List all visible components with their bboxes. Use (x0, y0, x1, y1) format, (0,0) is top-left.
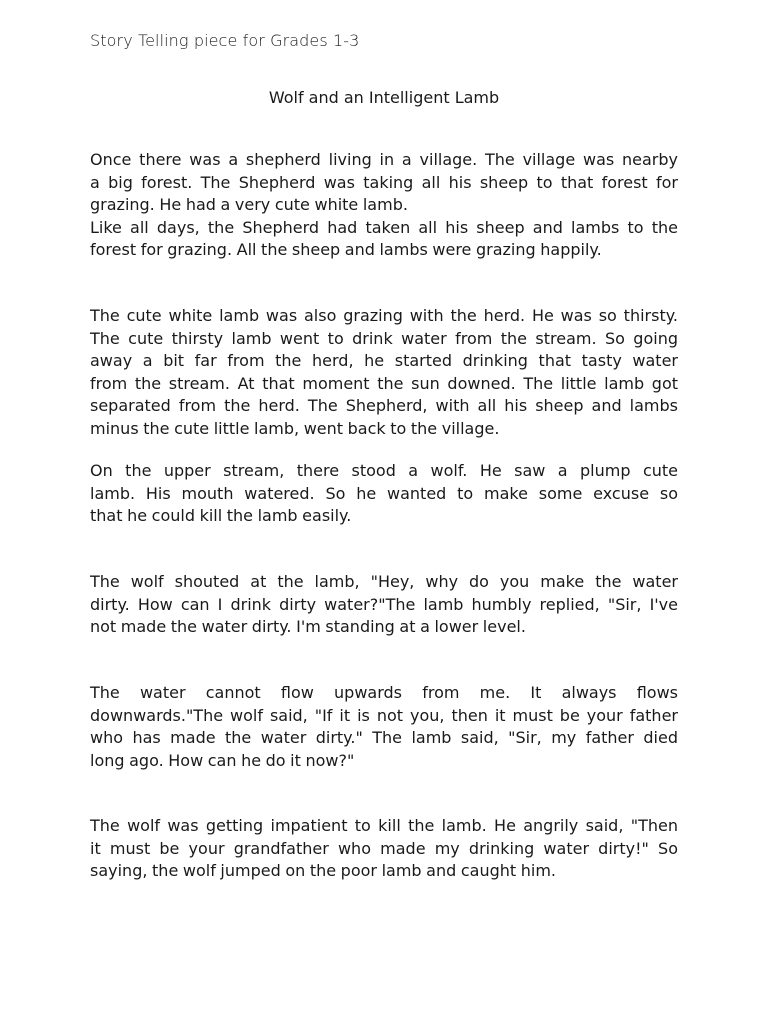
paragraph-6 (90, 815, 678, 883)
text-line: that he could kill the lamb easily. (90, 506, 352, 525)
text-line: On the upper stream, there stood a wolf. He saw a plump cute (90, 461, 678, 480)
text-line: away a bit far from the herd, he started drinking that tasty water (90, 351, 678, 370)
text-line: it must be your grandfather who made my drinking water dirty!" So (90, 838, 678, 858)
text-line: The cute thirsty lamb went to drink water from the stream. So going (90, 328, 678, 348)
paragraph-2 (90, 305, 678, 440)
text-line: The water cannot flow upwards from me. It always flows (90, 683, 678, 702)
paragraph-5 (90, 682, 678, 772)
text-line: minus the cute little lamb, went back to the village. (90, 418, 500, 438)
text-line: dirty. How can I drink dirty water?"The lamb humbly replied, "Sir, I've (90, 594, 678, 614)
paragraph-3 (90, 460, 678, 528)
document-header: Story Telling piece for Grades 1-3 (90, 31, 360, 50)
paragraph-1 (90, 149, 678, 262)
text-line: who has made the water dirty." The lamb said, "Sir, my father died (90, 728, 678, 747)
text-line: Like all days, the Shepherd had taken all his sheep and lambs to the (90, 217, 678, 237)
text-line: The wolf was getting impatient to kill the lamb. He angrily said, "Then (90, 816, 678, 835)
text-line: saying, the wolf jumped on the poor lamb and caught him. (90, 861, 556, 880)
text-line: forest for grazing. All the sheep and lambs were grazing happily. (90, 240, 602, 259)
text-line: a big forest. The Shepherd was taking all his sheep to that forest for (90, 172, 678, 192)
text-line: separated from the herd. The Shepherd, with all his sheep and lambs (90, 396, 678, 415)
text-line: The cute white lamb was also grazing with the herd. He was so thirsty. (90, 306, 678, 325)
text-line: Once there was a shepherd living in a village. The village was nearby (90, 150, 678, 169)
text-line: long ago. How can he do it now?" (90, 750, 355, 770)
text-line: grazing. He had a very cute white lamb. (90, 195, 408, 214)
paragraph-4 (90, 571, 678, 639)
text-line: lamb. His mouth watered. So he wanted to make some excuse so (90, 483, 678, 503)
text-line: from the stream. At that moment the sun downed. The little lamb got (90, 373, 678, 393)
text-line: The wolf shouted at the lamb, "Hey, why do you make the water (90, 572, 678, 591)
text-line: not made the water dirty. I'm standing at a lower level. (90, 617, 526, 636)
story-title: Wolf and an Intelligent Lamb (268, 88, 500, 107)
text-line: downwards."The wolf said, "If it is not you, then it must be your father (90, 705, 678, 725)
